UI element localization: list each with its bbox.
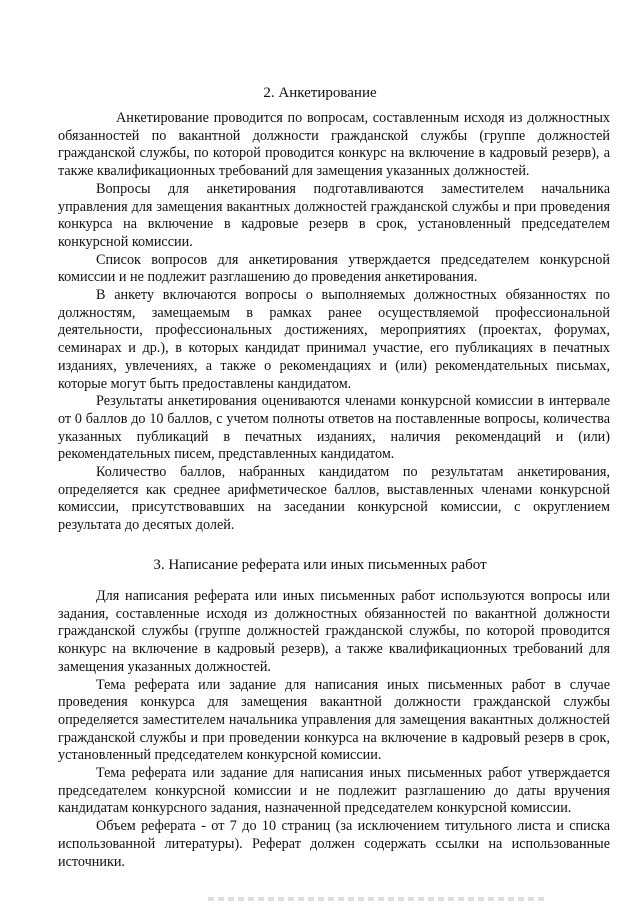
paragraph: Тема реферата или задание для написания иных письменных работ утверждается председателем конкурсной комиссии и не подлежит разглашению до даты вручения кандидатам конкурсного задания, назначенной председателем конкурсной комиссии. <box>58 765 610 817</box>
paragraph: Результаты анкетирования оцениваются членами конкурсной комиссии в интервале от 0 баллов до 10 баллов, с учетом полноты ответов на поставленные вопросы, количества указанных публикаций в печатных изданиях, наличия рекомендаций и (или) рекомендательных писем, представленных кандидатом. <box>58 393 610 463</box>
paragraph: Анкетирование проводится по вопросам, составленным исходя из должностных обязанностей по вакантной должности гражданской службы (группе должностей гражданской службы, по которой проводится конкурс на включение в кадровый резерв), а также квалификационных требований для замещения указанных должностей. <box>58 110 610 180</box>
section-questionnaire-body <box>58 110 610 535</box>
paragraph: В анкету включаются вопросы о выполняемых должностных обязанностях по должностям, замещаемым в рамках ранее осуществляемой профессиональной деятельности, профессиональных достижениях, мероприятиях (проектах, форумах, семинарах и др.), в которых кандидат принимал участие, его публикациях в печатных изданиях, увлечениях, а также о рекомендациях и (или) рекомендательных письмах, которые могут быть предоставлены кандидатом. <box>58 287 610 392</box>
paragraph: Количество баллов, набранных кандидатом по результатам анкетирования, определяется как среднее арифметическое баллов, выставленных членами конкурсной комиссии, присутствовавших на заседании конкурсной комиссии, с округлением результата до десятых долей. <box>58 464 610 534</box>
paragraph: Для написания реферата или иных письменных работ используются вопросы или задания, составленные исходя из должностных обязанностей по вакантной должности гражданской службы (группе должностей гражданской службы, по которой проводится конкурс на включение в кадровый резерв), а также квалификационных требований для замещения указанных должностей. <box>58 588 610 675</box>
section-heading-questionnaire: 2. Анкетирование <box>263 85 377 101</box>
section-heading-essay: 3. Написание реферата или иных письменных работ <box>153 557 487 573</box>
paragraph: Список вопросов для анкетирования утверждается председателем конкурсной комиссии и не подлежит разглашению до проведения анкетирования. <box>58 251 610 286</box>
section-essay-body <box>58 588 610 871</box>
paragraph: Тема реферата или задание для написания иных письменных работ в случае проведения конкурса для замещения вакантной должности гражданской службы определяется заместителем начальника управления для замещения вакантных должностей гражданской службы и при проведении конкурса на включение в кадровый резерв в срок, установленный председателем конкурсной комиссии. <box>58 676 610 764</box>
scan-artifact <box>208 897 548 901</box>
paragraph: Вопросы для анкетирования подготавливаются заместителем начальника управления для замещения вакантных должностей гражданской службы и при проведения конкурса на включение в кадровые резерв в срок, установленный председателем конкурсной комиссии. <box>58 180 610 250</box>
paragraph: Объем реферата - от 7 до 10 страниц (за исключением титульного листа и списка использованной литературы). Реферат должен содержать ссылки на использованные источники. <box>58 818 610 870</box>
